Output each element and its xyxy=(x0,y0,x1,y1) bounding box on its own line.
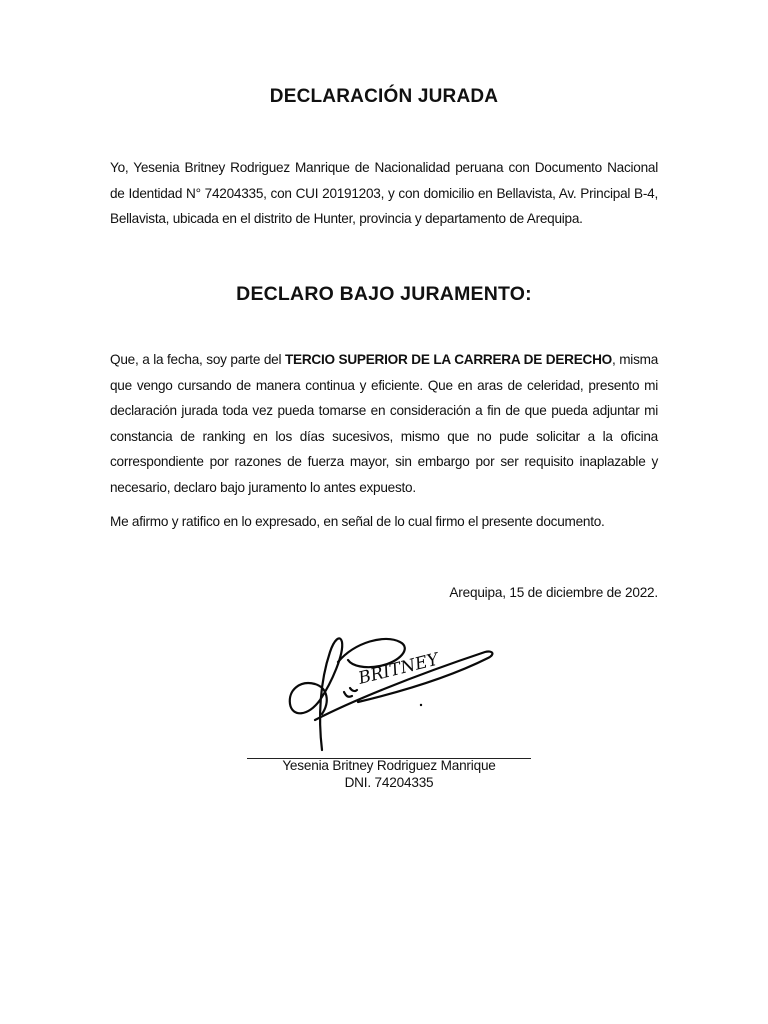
signature-handwriting: BRITNEY xyxy=(356,649,441,689)
declaration-lead: Que, a la fecha, soy parte del xyxy=(110,352,285,367)
declaration-rest: , misma que vengo cursando de manera continua y eficiente. Que en aras de celeridad, presento mi declaración jurada toda vez pueda tomarse en consideración a fin de que pueda adjuntar mi constancia de ranking en los días sucesivos, mismo que no pude solicitar a la oficina correspondiente por razones de fuerza mayor, sin embargo por ser requisito inaplazable y necesario, declaro bajo juramento lo antes expuesto. xyxy=(110,352,659,495)
closing-paragraph: Me afirmo y ratifico en lo expresado, en señal de lo cual firmo el presente documento. xyxy=(110,514,605,529)
signer-name: Yesenia Britney Rodriguez Manrique xyxy=(282,758,496,773)
place-date: Arequipa, 15 de diciembre de 2022. xyxy=(449,585,658,600)
declaration-paragraph xyxy=(110,347,658,501)
declaration-emphasis: TERCIO SUPERIOR DE LA CARRERA DE DERECHO xyxy=(284,352,612,367)
declaration-heading: DECLARO BAJO JURAMENTO: xyxy=(236,283,532,305)
document-title: DECLARACIÓN JURADA xyxy=(269,86,499,107)
intro-paragraph: Yo, Yesenia Britney Rodriguez Manrique de Nacionalidad peruana con Documento Nacional de Identidad N° 74204335, con CUI 20191203, y con domicilio en Bellavista, Av. Principal B-4, Bellavista, ubicada en el distrito de Hunter, provincia y departamento de Arequipa. xyxy=(110,160,658,227)
signer-dni: DNI. 74204335 xyxy=(344,775,434,790)
handwritten-signature xyxy=(260,622,510,757)
